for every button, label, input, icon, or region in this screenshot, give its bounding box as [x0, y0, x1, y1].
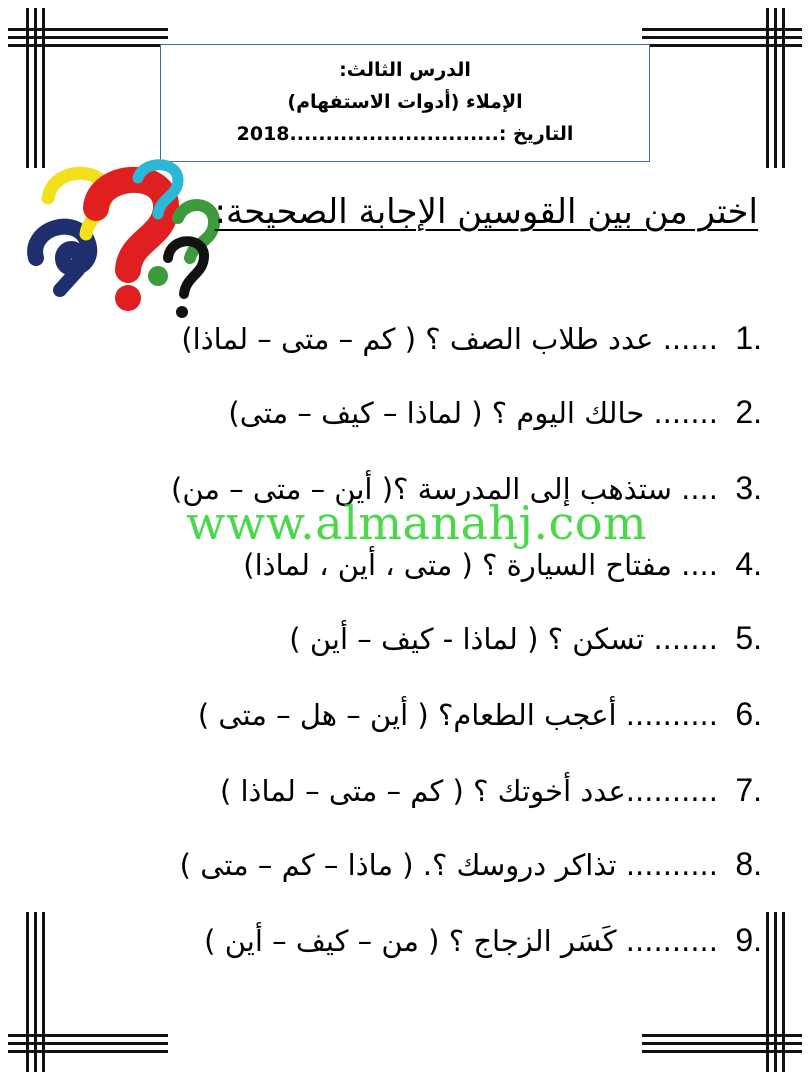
question-number: 6. [735, 696, 762, 732]
question-number: 3. [735, 470, 762, 506]
lesson-header-box [160, 44, 650, 162]
question-number: 4. [735, 546, 762, 582]
question-row [0, 696, 810, 746]
question-text: ..........عدد أخوتك ؟ ( كم – متى – لماذا ) [219, 774, 718, 808]
question-row [0, 620, 810, 670]
question-text: .... ستذهب إلى المدرسة ؟( أين – متى – من) [171, 472, 718, 506]
question-text: .......... تذاكر دروسك ؟. ( ماذا – كم – متى ) [179, 848, 718, 882]
question-text: ....... تسكن ؟ ( لماذا - كيف – أين ) [289, 622, 718, 656]
colorful-question-marks-icon [18, 158, 228, 328]
question-row [0, 546, 810, 596]
question-number: 8. [735, 846, 762, 882]
question-row [0, 394, 810, 444]
question-text: ...... عدد طلاب الصف ؟ ( كم – متى – لماذا) [181, 322, 718, 356]
question-text: .... مفتاح السيارة ؟ ( متى ، أين ، لماذا) [243, 548, 718, 582]
lesson-title: الدرس الثالث: [339, 59, 471, 81]
website-watermark: www.almanahj.com [186, 496, 648, 550]
question-row [0, 846, 810, 896]
question-text: .......... كَسَر الزجاج ؟ ( من – كيف – أين ) [204, 924, 718, 958]
question-row [0, 320, 810, 370]
question-number: 1. [735, 320, 762, 356]
instruction-heading: اختر من بين القوسين الإجابة الصحيحة: [214, 192, 758, 232]
question-number: 2. [735, 394, 762, 430]
question-number: 5. [735, 620, 762, 656]
date-field: التاريخ :.............................2018 [236, 123, 574, 145]
question-row [0, 922, 810, 972]
question-row [0, 772, 810, 822]
question-number: 9. [735, 922, 762, 958]
question-number: 7. [735, 772, 762, 808]
question-text: .......... أعجب الطعام؟ ( أين – هل – متى ) [197, 698, 718, 732]
lesson-subject: الإملاء (أدوات الاستفهام) [287, 91, 523, 113]
question-text: ....... حالك اليوم ؟ ( لماذا – كيف – متى) [228, 396, 718, 430]
